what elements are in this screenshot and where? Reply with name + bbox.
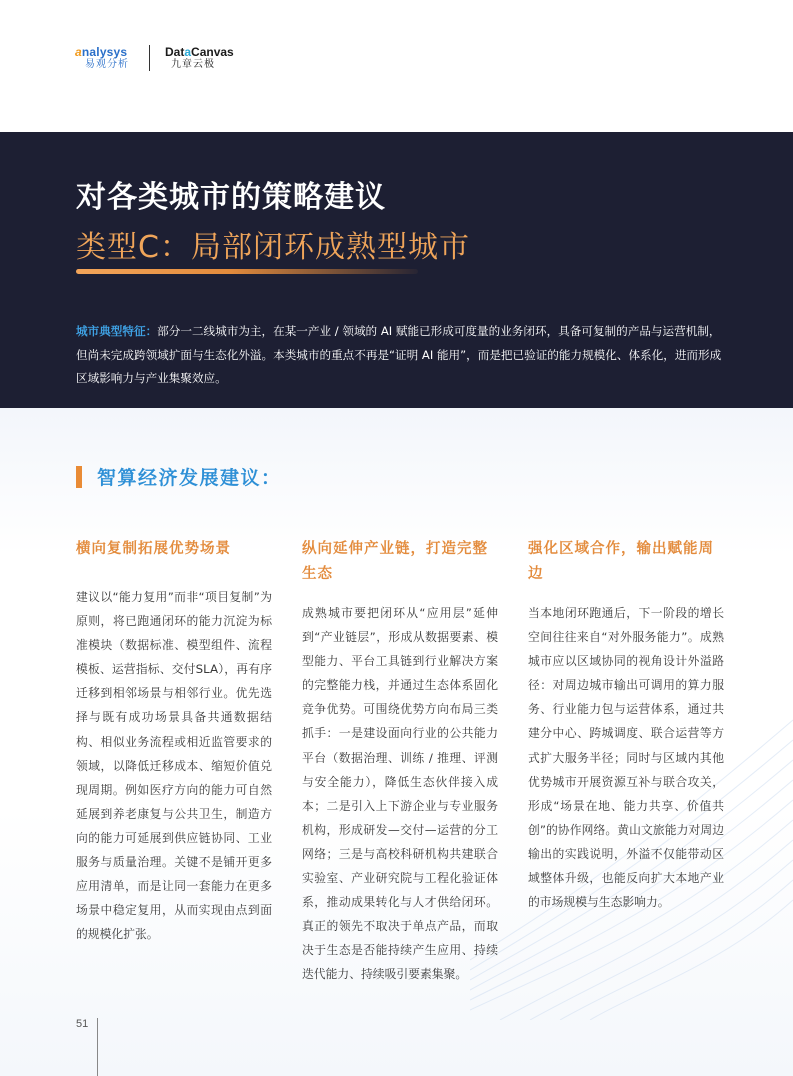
- datacanvas-logo-cn: 九章云极: [171, 58, 215, 70]
- page-number-rule: [97, 1018, 98, 1076]
- column-title: 纵向延伸产业链，打造完整生态: [302, 541, 488, 582]
- intro-label: 城市典型特征：: [76, 324, 158, 338]
- page-number: 51: [76, 1018, 89, 1030]
- page-title: 对各类城市的策略建议: [76, 180, 386, 215]
- datacanvas-logo: [165, 46, 234, 71]
- datacanvas-logo-text-2: Canvas: [191, 44, 234, 59]
- logo-divider: [149, 45, 150, 71]
- title-underline: [76, 269, 418, 274]
- column-title: 横向复制拓展优势场景: [76, 541, 231, 557]
- section-heading: [76, 463, 282, 490]
- section-heading-text: 智算经济发展建议：: [97, 467, 282, 489]
- analysys-logo: [75, 46, 129, 71]
- intro-text: 部分一二线城市为主，在某一产业 / 领域的 AI 赋能已形成可度量的业务闭环，具备可复制的产品与运营机制，但尚未完成跨领域扩面与生态化外溢。本类城市的重点不再是“证明 AI 能用”，而是把已验证的能力规模化、体系化，进而形成区域影响力与产业集聚效应。: [76, 324, 722, 385]
- intro-paragraph: [76, 320, 724, 391]
- analysys-logo-text: nalysys: [81, 44, 128, 59]
- datacanvas-logo-text-1: Dat: [165, 44, 185, 59]
- recommendation-column-1: [76, 537, 272, 946]
- column-body: 当本地闭环跑通后，下一阶段的增长空间往往来自“对外服务能力”。成熟城市应以区域协同的视角设计外溢路径：对周边城市输出可调用的算力服务、行业能力包与运营体系，通过共建分中心、跨城调度、联合运营等方式扩大服务半径；同时与区域内其他优势城市开展资源互补与联合攻关，形成“场景在地、能力共享、价值共创”的协作网络。黄山文旅能力对周边输出的实践说明，外溢不仅能带动区域整体升级，也能反向扩大本地产业的市场规模与生态影响力。: [528, 606, 724, 910]
- analysys-logo-cn: 易观分析: [85, 58, 129, 70]
- column-body: 建议以“能力复用”而非“项目复制”为原则，将已跑通闭环的能力沉淀为标准模块（数据标准、模型组件、流程模板、运营指标、交付SLA），再有序迁移到相邻场景与相邻行业。优先选择与既有成功场景具备共通数据结构、相似业务流程或相近监管要求的领域，以降低迁移成本、缩短价值兑现周期。例如医疗方向的能力可自然延展到养老康复与公共卫生，制造方向的能力可延展到供应链协同、工业服务与质量治理。关键不是铺开更多应用清单，而是让同一套能力在更多场景中稳定复用，从而实现由点到面的规模化扩张。: [76, 590, 272, 942]
- recommendation-column-3: [528, 537, 724, 914]
- column-title: 强化区域合作，输出赋能周边: [528, 541, 714, 582]
- section-heading-bar: [76, 466, 82, 488]
- page-subtitle: 类型C：局部闭环成熟型城市: [76, 230, 470, 265]
- recommendation-column-2: [302, 537, 498, 987]
- datacanvas-logo-mark: a: [184, 44, 192, 59]
- analysys-logo-mark: a: [75, 44, 82, 59]
- header-logos: [75, 42, 234, 74]
- column-body: 成熟城市要把闭环从“应用层”延伸到“产业链层”，形成从数据要素、模型能力、平台工具链到行业解决方案的完整能力栈，并通过生态体系固化竞争优势。可围绕优势方向布局三类抓手：一是建设面向行业的公共能力平台（数据治理、训练 / 推理、评测与安全能力），降低生态伙伴接入成本；二是引入上下游企业与专业服务机构，形成研发—交付—运营的分工网络；三是与高校科研机构共建联合实验室、产业研究院与工程化验证体系，推动成果转化与人才供给闭环。真正的领先不取决于单点产品，而取决于生态是否能持续产生应用、持续迭代能力、持续吸引要素集聚。: [302, 606, 498, 982]
